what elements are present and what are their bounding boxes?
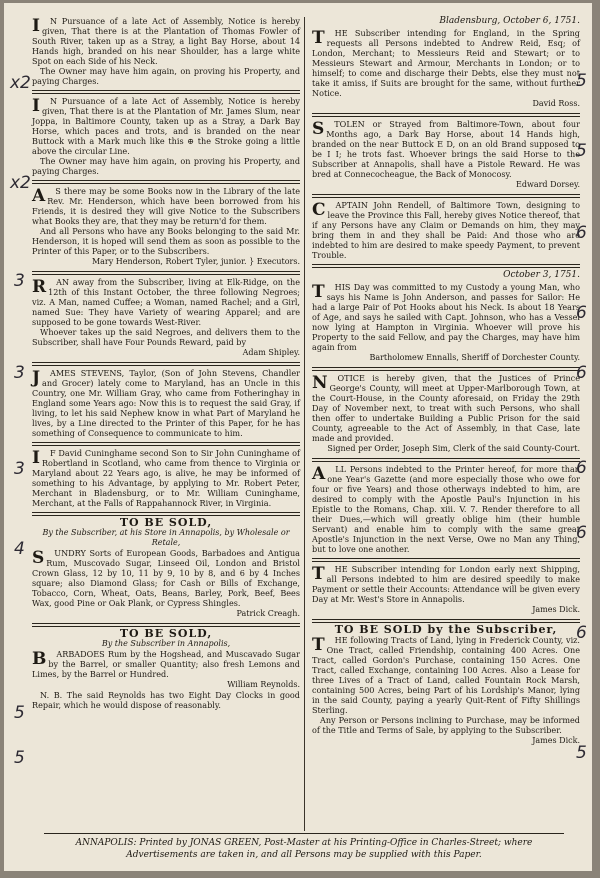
advert-text: APTAIN John Rendell, of Baltimore Town, designing to leave the Province this Fall, hereby gives Notice thereof, that if any Persons have any Claim or Demands on him, they may bring them in and they shall be Paid: And those who are indebted to him are desired to make speedy Payment, to prevent Trouble. — [312, 200, 580, 260]
margin-mark: x2 — [10, 173, 31, 193]
signature: Adam Shipley. — [242, 348, 300, 357]
advert-text-2: The Owner may have him again, on proving his Property, and paying Charges. — [32, 66, 300, 86]
advert-text-2: And all Persons who have any Books belonging to the said Mr. Henderson, it is hoped will send them as soon as possible to the Printer of this Paper, or to the Subscribers. — [32, 226, 300, 256]
signature: William Reynolds. — [227, 680, 300, 689]
margin-mark: 6 — [576, 303, 587, 323]
advert-cuninghame — [32, 442, 300, 510]
advert-text: F David Cuninghame second Son to Sir John Cuninghame of Robertland in Scotland, who came from thence to Virginia or Maryland about 22 Years ago, is alive, he may be informed of something to his Advantage, by applying to Mr. Robert Peter, Merchant in Bladensburg, or to Mr. William Cuninghame, Merchant, at the Falls of Rappahannock River, in Virginia. — [32, 448, 300, 508]
margin-mark: x2 — [10, 73, 31, 93]
advert-james-dick-london — [312, 558, 580, 617]
advert-text: TOLEN or Strayed from Baltimore-Town, about four Months ago, a Dark Bay Horse, about 14 Hands high, branded on the near Buttock E D, on an old Brand supposed to be I I; he trots fast. Whoever brings the said Horse to the Subscriber at Annapolis, shall have a Pistole Reward. He was bred at Connecocheague, the Back of Monocosy. — [312, 119, 580, 179]
advert-text-2: Whoever takes up the said Negroes, and delivers them to the Subscriber, shall have Four Pounds Reward, paid by — [32, 327, 300, 347]
drop-cap: J — [32, 368, 41, 388]
advert-text-2: The Owner may have him again, on proving his Property, and paying Charges. — [32, 156, 300, 176]
drop-cap: T — [312, 282, 325, 302]
advert-text: N Pursuance of a late Act of Assembly, Notice is hereby given, That there is at the Plantation of Mr. James Slum, near Joppa, in Baltimore County, taken up as a Stray, a Dark Bay Horse, which paces and trots, and is branded on the near Buttock with a Mark much like this ⊕ the Stroke going a little above the circular Line. — [32, 96, 300, 156]
signature: Bartholomew Ennalls, Sheriff of Dorchester County. — [369, 353, 580, 362]
advert-to-be-sold-reynolds — [32, 623, 300, 712]
margin-mark: 6 — [576, 363, 587, 383]
advert-text: HE Subscriber intending for London early next Shipping, all Persons indebted to him are desired speedily to make Payment or settle their Accounts: Attendance will be given every Day at Mr. West's Store in Annapolis. — [312, 564, 580, 604]
margin-mark: 5 — [576, 71, 587, 91]
signature: Signed per Order, Joseph Sim, Clerk of the said County-Court. — [327, 444, 580, 453]
advert-text: OTICE is hereby given, that the Justices of Prince George's County, will meet at Upper-Marlborough Town, at the Court-House, in the County aforesaid, on Friday the 29th Day of November next, to treat with such Persons, who shall then offer to undertake Building a Public Prison for the said County, agreeable to the Act of Assembly, in that Case, late made and provided. — [312, 373, 580, 443]
newspaper-page — [4, 3, 592, 871]
drop-cap: T — [312, 635, 325, 655]
advert-subheading: By the Subscriber in Annapolis, — [101, 639, 231, 648]
margin-mark: 5 — [14, 748, 25, 768]
advert-david-ross — [312, 13, 580, 111]
advert-text: AMES STEVENS, Taylor, (Son of John Stevens, Chandler and Grocer) lately come to Maryland, has an Uncle in this Country, one Mr. William Gray, who came from Fotheringhay in England some Years ago: Now this is to request the said Gray, if living, to let his said Nephew know in what Part of Maryland he lives, by a Line directed to the Printer of this Paper, for he has something of Consequence to communicate to him. — [32, 368, 300, 438]
signature: Mary Henderson, Robert Tyler, junior. } Executors. — [91, 257, 300, 266]
drop-cap: B — [32, 649, 47, 669]
margin-mark: 4 — [14, 539, 25, 559]
advert-text: ARBADOES Rum by the Hogshead, and Muscavado Sugar by the Barrel, or smaller Quantity; also fresh Lemons and Limes, by the Barrel or Hundred. — [32, 649, 300, 679]
signature: James Dick. — [532, 736, 580, 745]
advert-printer-debts — [312, 458, 580, 556]
left-column — [32, 13, 300, 714]
advert-text: S there may be some Books now in the Library of the late Rev. Mr. Henderson, which have been borrowed from his Friends, it is desired they will give Notice to the Subscribers what Books they are, that they may be return'd for them. — [32, 186, 300, 226]
advert-to-be-sold-creagh — [32, 512, 300, 621]
advert-committed-anderson — [312, 264, 580, 365]
advert-stray-horse-slum — [32, 90, 300, 178]
signature: David Ross. — [532, 99, 580, 108]
printer-imprint: ANNAPOLIS: Printed by JONAS GREEN, Post-Master at his Printing-Office in Charles-Street; where Advertisements are taken in, and all Persons may be supplied with this Paper. — [44, 833, 564, 861]
advert-text: N Pursuance of a late Act of Assembly, Notice is hereby given, That there is at the Plantation of Thomas Fowler of South River, taken up as a Stray, a light Bay Horse, about 14 Hands high, branded on his near Shoulder, has a large white Spot on each Side of his Neck. — [32, 16, 300, 66]
margin-mark: 3 — [14, 271, 25, 291]
drop-cap: S — [312, 119, 325, 139]
advert-frederick-lands — [312, 619, 580, 748]
signature: Patrick Creagh. — [236, 609, 300, 618]
margin-mark: 6 — [576, 223, 587, 243]
drop-cap: C — [312, 200, 326, 220]
advert-stray-horse-fowler — [32, 13, 300, 88]
column-rule — [304, 17, 305, 831]
advert-text: UNDRY Sorts of European Goods, Barbadoes and Antigua Rum, Muscovado Sugar, Linseed Oil, London and Bristol Crown Glass, 12 by 10, 11 by 9, 10 by 8, and 6 by 4 Inches square; also Diamond Glass; for Cash or Bills of Exchange, Tobacco, Corn, Wheat, Oats, Beans, Barley, Pork, Beef, Bees Wax, good Pine or Oak Plank, or Cypress Shingles. — [32, 548, 300, 608]
advert-prince-georges-prison — [312, 367, 580, 456]
drop-cap: I — [32, 96, 40, 116]
drop-cap: S — [32, 548, 45, 568]
drop-cap: I — [32, 448, 40, 468]
signature: James Dick. — [532, 605, 580, 614]
advert-james-stevens — [32, 362, 300, 440]
margin-mark: 5 — [14, 703, 25, 723]
advert-text: AN away from the Subscriber, living at Elk-Ridge, on the 12th of this Instant October, the three following Negroes; viz. A Man, named Cuffee; a Woman, named Rachel; and a Girl, named Sue: They have Variety of wearing Apparel; and are supposed to be gone towards West-River. — [32, 277, 300, 327]
signature: Edward Dorsey. — [516, 180, 580, 189]
advert-stolen-horse — [312, 113, 580, 192]
drop-cap: N — [312, 373, 328, 393]
advert-runaway-negroes — [32, 271, 300, 360]
margin-mark: 6 — [576, 523, 587, 543]
dateline: October 3, 1751. — [503, 270, 580, 280]
drop-cap: A — [32, 186, 46, 206]
dateline: Bladensburg, October 6, 1751. — [439, 16, 580, 26]
drop-cap: A — [312, 464, 326, 484]
advert-heading: TO BE SOLD by the Subscriber, — [334, 623, 558, 636]
advert-text: LL Persons indebted to the Printer hereof, for more than one Year's Gazette (and more especially those who owe for four or five Years) and those otherways indebted to him, are desired to comply with the Apostle Paul's Injunction in his Epistle to the Romans, Chap. xiii. V. 7. Render therefore to all their Dues,—which will greatly oblige him (their humble Servant) and enable him to comply with the same great Apostle's Injunction in the next Verse, Owe no Man any Thing, but to love one another. — [312, 464, 580, 554]
advert-heading: TO BE SOLD, — [119, 627, 213, 640]
margin-mark: 3 — [14, 363, 25, 383]
right-column — [312, 13, 580, 750]
margin-mark: 5 — [576, 141, 587, 161]
advert-henderson-books — [32, 180, 300, 269]
margin-mark: 5 — [576, 743, 587, 763]
advert-heading: TO BE SOLD, — [119, 516, 213, 529]
drop-cap: I — [32, 16, 40, 36]
margin-mark: 6 — [576, 623, 587, 643]
advert-subheading: By the Subscriber, at his Store in Annapolis, by Wholesale or Retale, — [42, 528, 290, 547]
margin-mark: 3 — [14, 459, 25, 479]
advert-text: HIS Day was committed to my Custody a young Man, who says his Name is John Anderson, and passes for Sailor: He had a large Pair of Pot Hooks about his Neck. Is about 18 Years of Age, and says he sailed with Capt. Johnson, who has a Vessel now lying at Hampton in Virginia. Whoever will prove his Property to the said Fellow, and pay the Charges, may have him again from — [312, 282, 580, 352]
drop-cap: T — [312, 28, 325, 48]
advert-text: HE following Tracts of Land, lying in Frederick County, viz. One Tract, called Friendship, containing 400 Acres. One Tract, called Gordon's Purchase, containing 150 Acres. One Tract, called Exchange, containing 100 Acres. Also a Lease for three Lives of a Tract of Land, called Fountain Rock Marsh, containing 500 Acres, being Part of his Lordship's Manor, lying in the said County, paying a yearly Quit-Rent of Fifty Shillings Sterling. — [312, 635, 580, 715]
advert-text: HE Subscriber intending for England, in the Spring requests all Persons indebted to Andrew Reid, Esq; of London, Merchant; to Messieurs Reid and Stewart; or to Messieurs Stewart and Armour, Merchants in London; or to himself; to come and discharge their Debts, else they must not take it amiss, if Suits are brought for the same, without further Notice. — [312, 28, 580, 98]
drop-cap: T — [312, 564, 325, 584]
advert-note: N. B. The said Reynolds has two Eight Day Clocks in good Repair, which he would dispose of reasonably. — [32, 690, 300, 710]
drop-cap: R — [32, 277, 47, 297]
advert-text-2: Any Person or Persons inclining to Purchase, may be informed of the Title and Terms of Sale, by applying to the Subscriber. — [312, 715, 580, 735]
margin-mark: 6 — [576, 458, 587, 478]
advert-captain-rendell — [312, 194, 580, 262]
